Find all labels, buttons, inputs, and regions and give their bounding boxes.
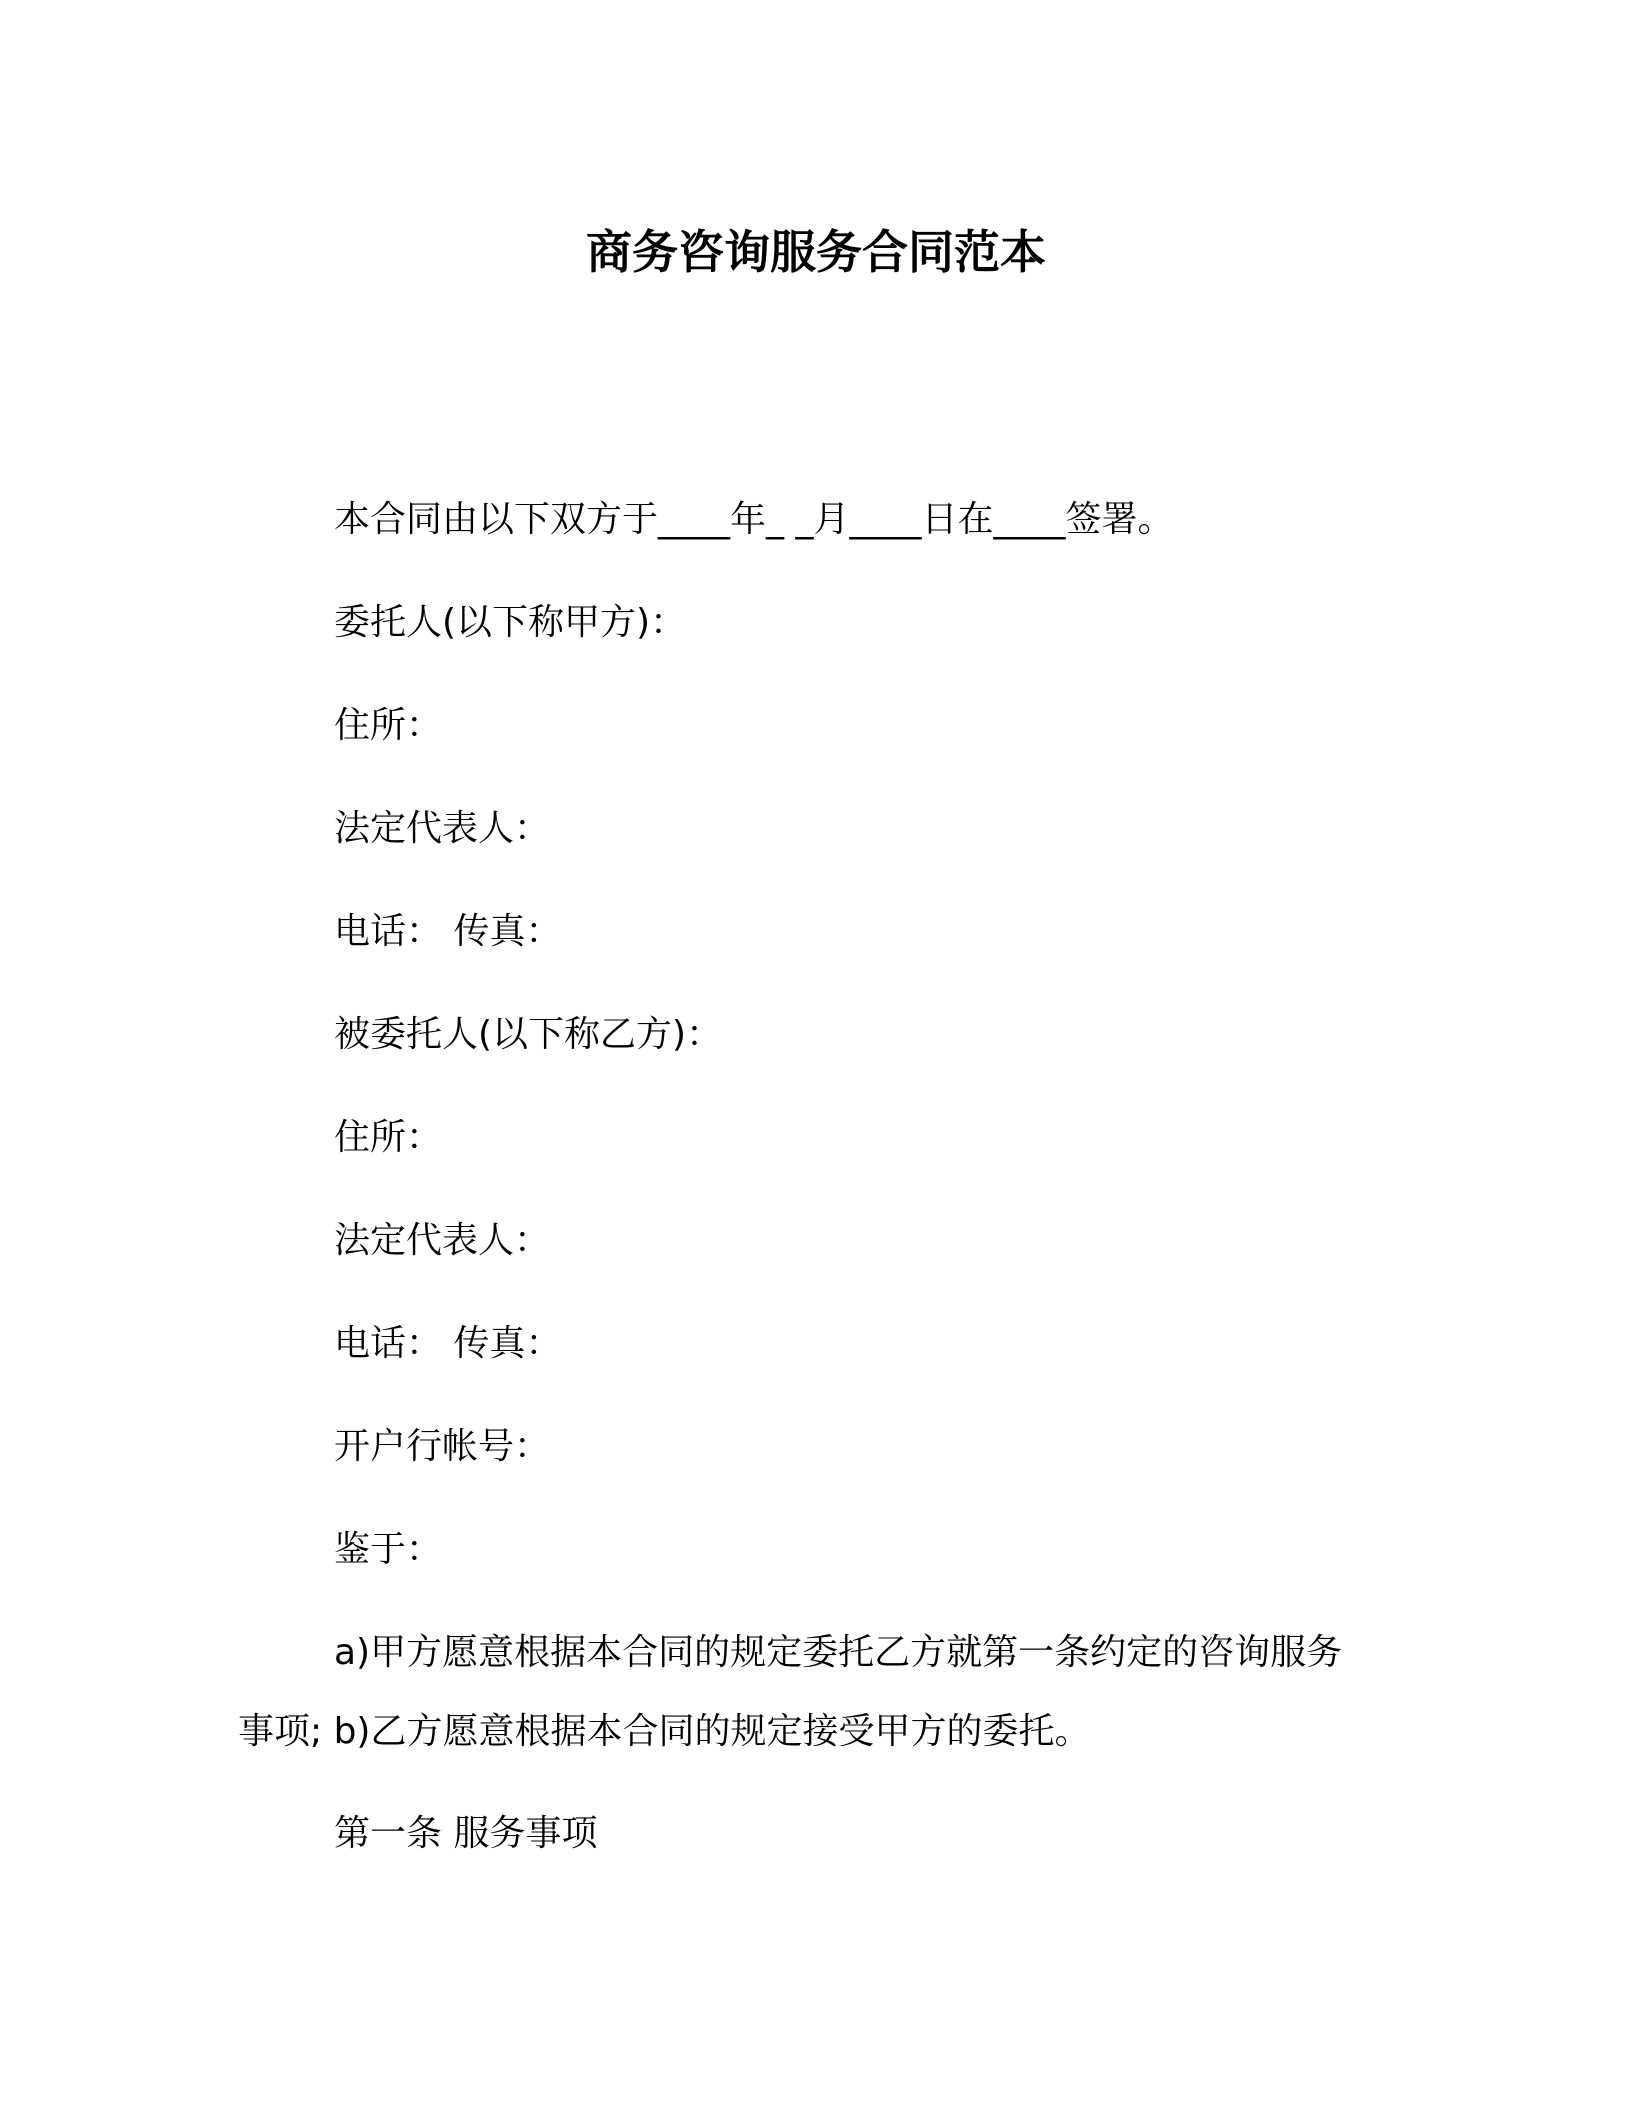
party-b-legal-representative: 法定代表人： [334, 1220, 551, 1261]
party-a-phone-fax: 电话： 传真： [334, 911, 562, 952]
recital-line-2: 事项; b)乙方愿意根据本合同的规定接受甲方的委托。 [238, 1711, 1091, 1752]
party-a-address: 住所： [334, 705, 443, 746]
document-title: 商务咨询服务合同范本 [586, 225, 1046, 279]
whereas-label: 鉴于： [334, 1529, 443, 1570]
party-b-phone-fax: 电话： 传真： [334, 1323, 562, 1364]
party-b-address: 住所： [334, 1117, 443, 1158]
party-b-label: 被委托人(以下称乙方)： [334, 1014, 723, 1055]
party-a-label: 委托人(以下称甲方)： [334, 602, 687, 643]
party-a-legal-representative: 法定代表人： [334, 808, 551, 849]
bank-account: 开户行帐号： [334, 1426, 551, 1467]
signing-date-line: 本合同由以下双方于____年_ _月____日在____签署。 [334, 499, 1174, 540]
article-1-heading: 第一条 服务事项 [334, 1813, 598, 1854]
recital-line-1: a)甲方愿意根据本合同的规定委托乙方就第一条约定的咨询服务 [334, 1632, 1343, 1673]
